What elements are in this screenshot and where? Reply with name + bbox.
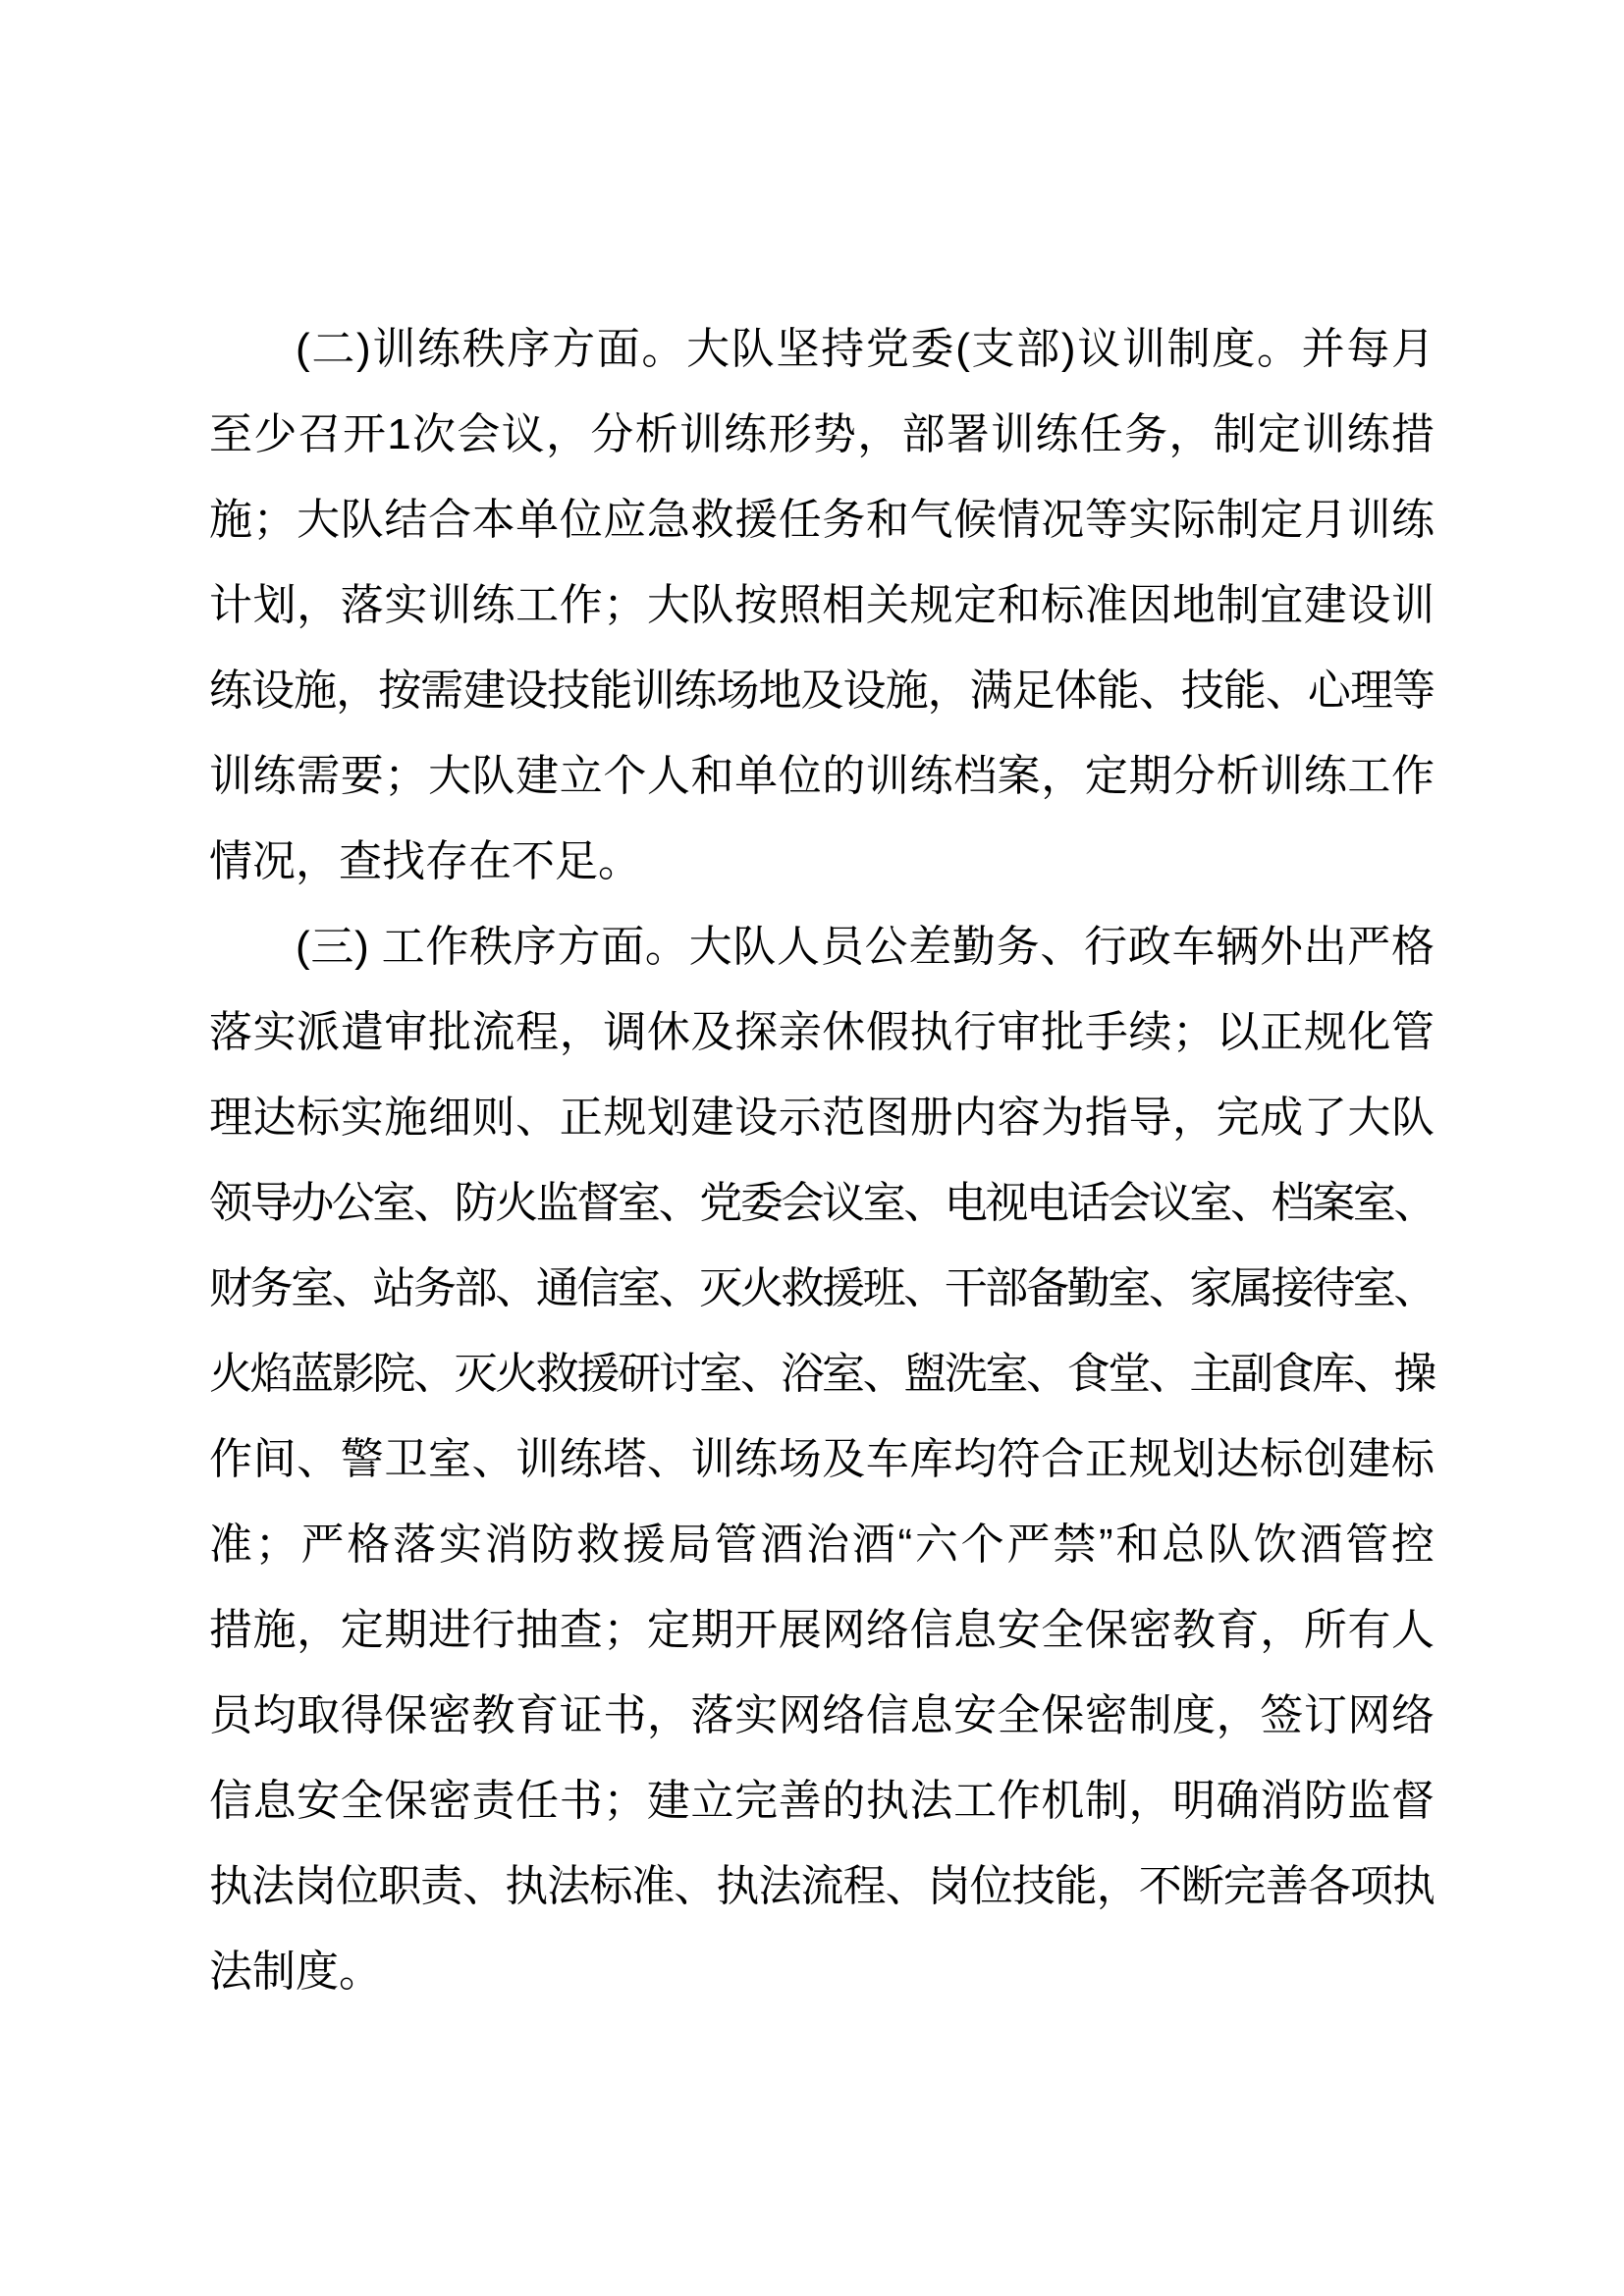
text-line: 准；严格落实消防救援局管酒治酒“六个严禁”和总队饮酒管控 (209, 1521, 1435, 1569)
text-line: 火焰蓝影院、灭火救援研讨室、浴室、盥洗室、食堂、主副食库、操 (209, 1350, 1435, 1398)
text-line: 领导办公室、防火监督室、党委会议室、电视电话会议室、档案室、 (209, 1179, 1435, 1227)
text-line: 财务室、站务部、通信室、灭火救援班、干部备勤室、家属接待室、 (209, 1264, 1435, 1312)
text-line: 作间、警卫室、训练塔、训练场及车库均符合正规划达标创建标 (209, 1435, 1435, 1483)
text-line: 信息安全保密责任书；建立完善的执法工作机制，明确消防监督 (209, 1777, 1435, 1825)
paragraph-training-order (209, 306, 1435, 904)
text-line: 施；大队结合本单位应急救援任务和气候情况等实际制定月训练 (209, 496, 1435, 544)
text-line: (三) 工作秩序方面。大队人员公差勤务、行政车辆外出严格 (296, 923, 1435, 971)
text-line: 情况，查找存在不足。 (209, 837, 641, 885)
text-line: 员均取得保密教育证书，落实网络信息安全保密制度，签订网络 (209, 1691, 1435, 1739)
document-body (209, 306, 1435, 2014)
paragraph-work-order (209, 904, 1435, 2014)
text-line: 练设施，按需建设技能训练场地及设施，满足体能、技能、心理等 (209, 667, 1435, 715)
text-line: 落实派遣审批流程，调休及探亲休假执行审批手续；以正规化管 (209, 1008, 1435, 1056)
text-line: 计划，落实训练工作；大队按照相关规定和标准因地制宜建设训 (209, 581, 1435, 629)
text-line: 训练需要；大队建立个人和单位的训练档案，定期分析训练工作 (209, 752, 1435, 800)
text-line: (二)训练秩序方面。大队坚持党委(支部)议训制度。并每月 (296, 325, 1435, 373)
text-line: 措施，定期进行抽查；定期开展网络信息安全保密教育，所有人 (209, 1606, 1435, 1654)
text-line: 执法岗位职责、执法标准、执法流程、岗位技能，不断完善各项执 (209, 1862, 1435, 1910)
text-line: 至少召开1次会议，分析训练形势，部署训练任务，制定训练措 (209, 410, 1435, 458)
text-line: 法制度。 (209, 1948, 382, 1996)
text-line: 理达标实施细则、正规划建设示范图册内容为指导，完成了大队 (209, 1094, 1435, 1142)
